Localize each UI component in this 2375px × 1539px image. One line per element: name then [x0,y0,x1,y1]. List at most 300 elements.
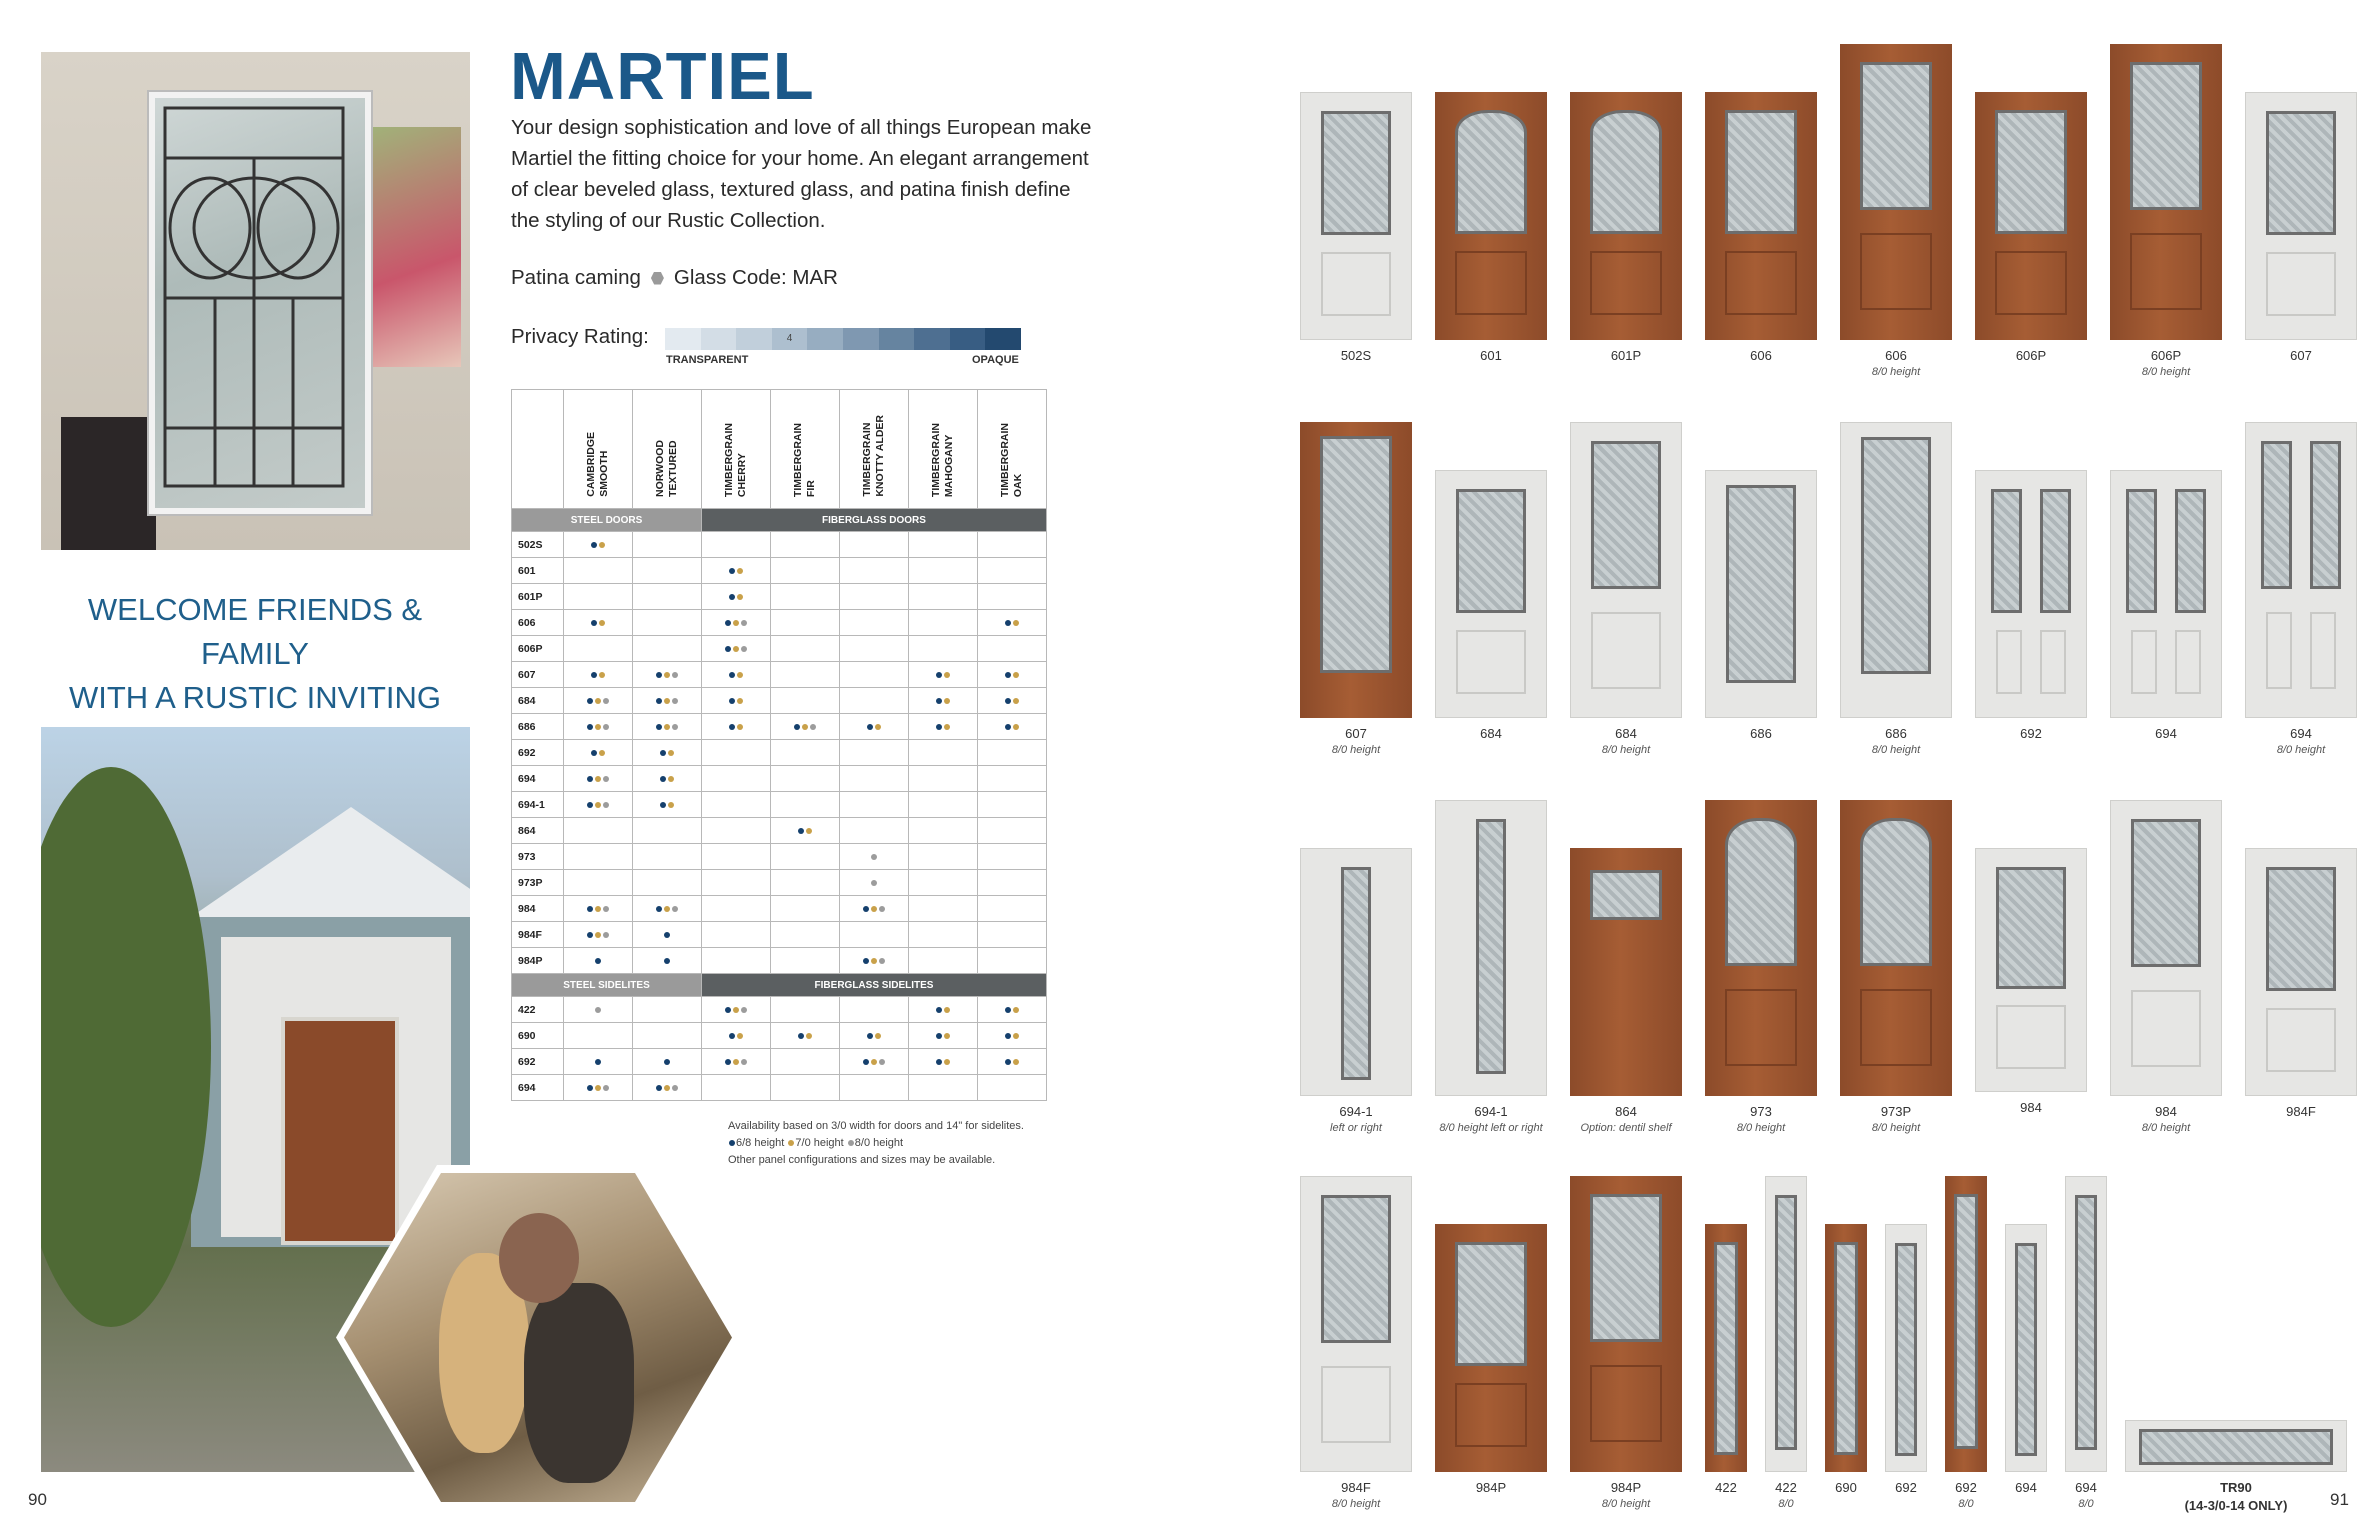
decorative-glass [1860,818,1932,966]
door-model: 984F [2286,1104,2316,1119]
availability-cell [702,997,771,1023]
door-422 [1765,1176,1807,1472]
table-notes [728,1118,1024,1169]
configuration-note: Other panel configurations and sizes may be available. [728,1154,996,1166]
dot-68-icon [664,958,670,964]
decorative-glass [1726,485,1796,683]
dot-80-icon [741,1059,747,1065]
dot-70-icon [664,672,670,678]
availability-cell [702,766,771,792]
table-row [512,922,1047,948]
availability-cell [771,636,840,662]
door-694 [2245,422,2357,718]
availability-cell [771,896,840,922]
dot-80-icon [741,1007,747,1013]
availability-cell [702,532,771,558]
door-601 [1435,92,1547,340]
door-model: 601 [1480,348,1502,363]
door-panel [2266,252,2336,316]
availability-cell [771,766,840,792]
dot-80-icon [603,776,609,782]
dot-68-icon [729,594,735,600]
availability-cell [633,688,702,714]
door-subtitle: 8/0 height [1601,1498,1651,1510]
availability-cell [909,1075,978,1101]
dot-80-icon [871,854,877,860]
door-973p [1840,800,1952,1096]
availability-cell [702,662,771,688]
availability-cell [978,584,1047,610]
availability-cell [564,558,633,584]
availability-cell [909,610,978,636]
glass-code: Glass Code: MAR [673,266,838,289]
availability-cell [702,1023,771,1049]
availability-cell [909,1023,978,1049]
dot-80-icon [672,698,678,704]
door-692 [1885,1224,1927,1472]
dot-70-icon [875,1033,881,1039]
availability-cell [909,662,978,688]
door-606 [1840,44,1952,340]
model-code: 606P [512,636,564,662]
dot-70-icon [595,776,601,782]
table-row [512,818,1047,844]
availability-cell [909,818,978,844]
decorative-glass [1590,1194,1662,1342]
door-label [2096,348,2236,378]
door-subtitle: 8/0 [1958,1498,1974,1510]
door-panel [1860,233,1932,310]
column-header: TIMBERGRAIN CHERRY [723,422,748,497]
availability-cell [771,1075,840,1101]
table-row [512,740,1047,766]
table-row [512,1049,1047,1075]
door-model: 692 [1895,1480,1917,1495]
table-row [512,636,1047,662]
door-label [2231,1104,2371,1119]
availability-cell [909,688,978,714]
dot-70-icon [944,698,950,704]
availability-cell [564,688,633,714]
availability-cell [771,740,840,766]
dot-68-icon [729,672,735,678]
availability-cell [840,948,909,974]
door-label [1961,348,2101,363]
door-label [1286,348,1426,363]
dot-70-icon [595,906,601,912]
availability-cell [633,997,702,1023]
availability-cell [564,870,633,896]
door-model: 984F [1341,1480,1371,1495]
door-model: TR90 [2220,1480,2252,1495]
model-code: 692 [512,1049,564,1075]
dot-70-icon [733,1007,739,1013]
dot-68-icon [936,1007,942,1013]
welcome-line-2: WITH A RUSTIC INVITING [68,680,441,715]
dot-68-icon [587,1085,593,1091]
availability-cell [771,1049,840,1075]
model-code: 422 [512,997,564,1023]
availability-cell [702,740,771,766]
availability-cell [771,1023,840,1049]
decorative-glass [1455,1242,1527,1366]
dot-68-icon [725,1007,731,1013]
glass-panel-frame [149,92,371,514]
dot-68-icon [587,906,593,912]
man-figure [524,1283,634,1483]
door-model: 606P [2015,348,2047,363]
door-606p [2110,44,2222,340]
door-model: 422 [1775,1480,1797,1495]
dot-80-icon [810,724,816,730]
door-606p [1975,92,2087,340]
dot-68-icon [867,724,873,730]
welcome-line-1: WELCOME FRIENDS & FAMILY [87,592,423,671]
availability-cell [702,584,771,610]
table-row [512,1075,1047,1101]
availability-cell [909,532,978,558]
dot-68-icon [1005,1007,1011,1013]
availability-cell [978,1023,1047,1049]
legend-dot-gold [788,1140,794,1146]
door-984 [1975,848,2087,1092]
availability-cell [909,1049,978,1075]
dot-68-icon [936,1033,942,1039]
dot-70-icon [1013,724,1019,730]
privacy-segment [843,328,879,350]
dot-68-icon [656,724,662,730]
model-code: 984P [512,948,564,974]
dot-68-icon [729,698,735,704]
dot-70-icon [802,724,808,730]
dot-68-icon [798,828,804,834]
model-code: 601 [512,558,564,584]
dot-80-icon [879,906,885,912]
availability-cell [840,636,909,662]
door-label [1556,348,1696,363]
dot-80-icon [603,724,609,730]
dot-80-icon [603,932,609,938]
decorative-glass [2266,867,2336,991]
availability-cell [564,584,633,610]
privacy-segment [914,328,950,350]
availability-cell [633,1049,702,1075]
table-row [512,948,1047,974]
door-984p [1435,1224,1547,1472]
steel-section-header: STEEL SIDELITES [512,974,702,997]
model-code: 984F [512,922,564,948]
dot-70-icon [737,698,743,704]
door-panel [1995,251,2067,315]
dot-68-icon [656,672,662,678]
decorative-glass [1995,110,2067,234]
dot-70-icon [595,724,601,730]
table-row [512,1023,1047,1049]
availability-cell [633,662,702,688]
availability-cell [633,558,702,584]
description: Your design sophistication and love of all things European make Martiel the fitting choice for your home. An elegant arrangement of clear beveled glass, textured glass, and patina finish define the styling of our Rustic Collection. [511,116,1092,232]
cabinet [61,417,156,550]
decorative-glass [2075,1195,2097,1450]
door-model: 684 [1480,726,1502,741]
availability-cell [978,610,1047,636]
door-subtitle: 8/0 height [1331,744,1381,756]
door-panel [1456,630,1526,694]
availability-cell [702,1075,771,1101]
availability-cell [633,766,702,792]
model-code: 502S [512,532,564,558]
dot-68-icon [587,802,593,808]
availability-cell [840,896,909,922]
dot-70-icon [944,1059,950,1065]
door-panel [2175,630,2201,694]
door-label [1691,1104,1831,1134]
door-tr90 [2125,1420,2347,1472]
model-code: 694 [512,1075,564,1101]
availability-cell [840,997,909,1023]
fiberglass-section-header: FIBERGLASS DOORS [702,509,1047,532]
door-694 [2065,1176,2107,1472]
availability-cell [978,818,1047,844]
privacy-segment [701,328,737,350]
door-panel [1321,1366,1391,1443]
door-subtitle: 8/0 height [1601,744,1651,756]
availability-cell [909,714,978,740]
dot-70-icon [1013,1033,1019,1039]
availability-cell [564,1075,633,1101]
dot-68-icon [660,802,666,808]
column-header: TIMBERGRAIN KNOTTY ALDER [861,415,886,497]
availability-cell [771,948,840,974]
door-panel [1996,1005,2066,1068]
door-label [1961,726,2101,741]
door-601p [1570,92,1682,340]
decorative-glass [1590,870,1662,920]
decorative-glass [2126,489,2157,613]
door-subtitle: left or right [1330,1122,1382,1134]
door-label [2016,1480,2156,1510]
page-number-left: 90 [28,1490,47,1509]
availability-cell [771,997,840,1023]
availability-cell [840,688,909,714]
door-label [1556,726,1696,756]
availability-cell [702,636,771,662]
availability-cell [771,688,840,714]
decorative-glass [1455,110,1527,234]
dot-80-icon [672,1085,678,1091]
availability-cell [633,870,702,896]
door-984p [1570,1176,1682,1472]
dot-68-icon [1005,1033,1011,1039]
availability-note: Availability based on 3/0 width for doors and 14" for sidelites. [728,1120,1024,1132]
door-label [1421,348,1561,363]
dot-68-icon [936,698,942,704]
dot-70-icon [806,828,812,834]
decorative-glass [1725,110,1797,234]
door-model: 686 [1750,726,1772,741]
availability-cell [978,792,1047,818]
decorative-glass [1320,436,1392,673]
dot-70-icon [733,646,739,652]
door-subtitle: 8/0 height [1736,1122,1786,1134]
door-model: 864 [1615,1104,1637,1119]
availability-cell [909,766,978,792]
availability-cell [978,662,1047,688]
door-subtitle: 8/0 height [1331,1498,1381,1510]
decorative-glass [1725,818,1797,966]
dot-70-icon [737,594,743,600]
availability-cell [702,870,771,896]
availability-cell [771,558,840,584]
availability-cell [978,948,1047,974]
availability-cell [633,714,702,740]
availability-cell [702,792,771,818]
door-694-1 [1300,848,1412,1096]
availability-cell [564,610,633,636]
table-row [512,714,1047,740]
door-panel [2130,233,2202,310]
dot-80-icon [672,724,678,730]
door-subtitle: 8/0 height left or right [1439,1122,1543,1134]
availability-cell [771,844,840,870]
decorative-glass [1476,819,1507,1074]
dot-80-icon [672,906,678,912]
availability-cell [771,610,840,636]
door-panel [1455,1383,1527,1447]
availability-cell [771,662,840,688]
door-686 [1840,422,1952,718]
dot-68-icon [664,932,670,938]
door-model: 684 [1615,726,1637,741]
privacy-label: Privacy Rating: [511,325,649,348]
door-panel [1455,251,1527,315]
table-row [512,844,1047,870]
legend-dot-silver [848,1140,854,1146]
dot-68-icon [656,1085,662,1091]
availability-cell [702,714,771,740]
legend-70: 7/0 height [795,1137,844,1149]
availability-cell [564,922,633,948]
dot-68-icon [1005,698,1011,704]
door-model: 973P [1880,1104,1912,1119]
table-row [512,997,1047,1023]
dot-80-icon [603,698,609,704]
availability-cell [564,792,633,818]
dot-80-icon [603,1085,609,1091]
availability-cell [840,922,909,948]
availability-cell [564,714,633,740]
dot-70-icon [668,776,674,782]
availability-cell [840,1049,909,1075]
dot-68-icon [595,1059,601,1065]
dot-68-icon [591,620,597,626]
door-984f [1300,1176,1412,1472]
dot-70-icon [1013,1007,1019,1013]
decorative-glass [2310,441,2341,589]
door-label [1286,1104,1426,1134]
door-model: 686 [1885,726,1907,741]
dot-70-icon [599,672,605,678]
door-panel [1725,989,1797,1066]
column-header: TIMBERGRAIN FIR [792,422,817,497]
door-422 [1705,1224,1747,1472]
door-panel [2131,630,2157,694]
availability-cell [564,844,633,870]
decorative-glass [1860,62,1932,210]
door-694-1 [1435,800,1547,1096]
table-row [512,870,1047,896]
dot-68-icon [656,698,662,704]
door-model: 694 [2075,1480,2097,1495]
door-model: 606 [1885,348,1907,363]
door-model: 694 [2015,1480,2037,1495]
dot-68-icon [587,932,593,938]
door-model: 692 [1955,1480,1977,1495]
availability-cell [771,714,840,740]
privacy-segment [985,328,1021,350]
availability-cell [909,584,978,610]
door-subtitle: (14-3/0-14 ONLY) [2184,1498,2288,1513]
availability-cell [909,870,978,896]
dot-70-icon [944,724,950,730]
dot-70-icon [871,958,877,964]
decorative-glass [1591,441,1661,589]
steel-section-header: STEEL DOORS [512,509,702,532]
door-model: 690 [1835,1480,1857,1495]
availability-cell [978,688,1047,714]
availability-cell [909,997,978,1023]
dot-68-icon [595,958,601,964]
availability-cell [840,844,909,870]
availability-cell [978,1075,1047,1101]
table-row [512,766,1047,792]
door-label [1556,1104,1696,1134]
privacy-segment [665,328,701,350]
decorative-glass [1321,111,1391,235]
door-684 [1570,422,1682,718]
dot-70-icon [944,1033,950,1039]
dot-70-icon [668,802,674,808]
door-label [1421,1104,1561,1134]
door-label [1826,1104,1966,1134]
availability-cell [840,870,909,896]
house-roof [191,807,470,917]
dot-68-icon [936,672,942,678]
availability-cell [633,1023,702,1049]
tree [41,767,211,1327]
door-panel [1321,252,1391,316]
availability-cell [840,766,909,792]
model-code: 694-1 [512,792,564,818]
table-row [512,662,1047,688]
dot-68-icon [936,1059,942,1065]
availability-cell [633,636,702,662]
dot-80-icon [879,1059,885,1065]
availability-cell [909,636,978,662]
man-head [499,1213,579,1303]
entry-glass-photo [41,52,470,550]
decorative-glass [2139,1429,2333,1465]
door-subtitle: Option: dentil shelf [1580,1122,1672,1134]
door-label [1421,726,1561,741]
dot-68-icon [587,776,593,782]
availability-cell [909,948,978,974]
door-864 [1570,848,1682,1096]
availability-cell [702,1049,771,1075]
dot-68-icon [863,958,869,964]
fiberglass-section-header: FIBERGLASS SIDELITES [702,974,1047,997]
availability-cell [633,792,702,818]
